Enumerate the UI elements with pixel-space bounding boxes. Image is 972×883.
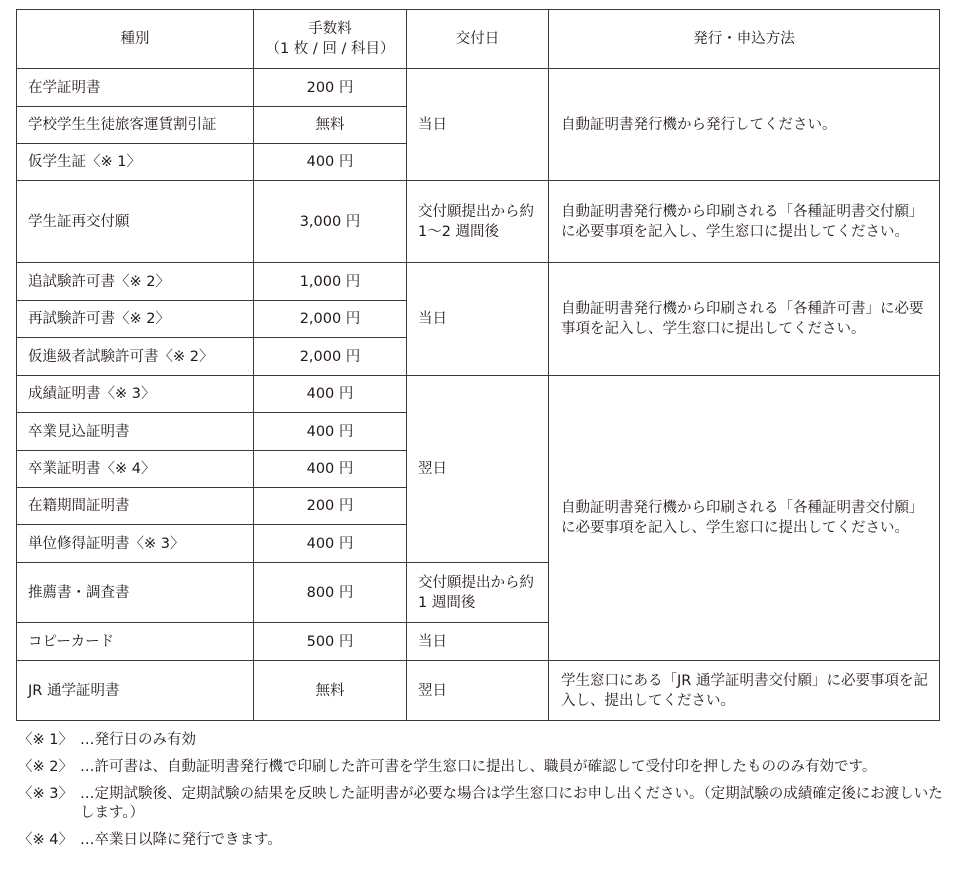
row-type: コピーカード [17, 623, 254, 661]
footnotes [18, 731, 948, 858]
delivery-cell: 交付願提出から約 1～2 週間後 [407, 181, 549, 263]
delivery-cell: 交付願提出から約 1 週間後 [407, 563, 549, 623]
method-cell: 自動証明書発行機から発行してください。 [549, 69, 940, 181]
row-type: 単位修得証明書〈※ 3〉 [17, 525, 254, 563]
footnote-text: …発行日のみ有効 [80, 732, 196, 748]
footnote-mark: 〈※ 3〉 [18, 786, 73, 802]
row-fee: 500 円 [254, 623, 407, 661]
header-method: 発行・申込方法 [549, 10, 940, 69]
delivery-cell: 当日 [407, 623, 549, 661]
row-type: 推薦書・調査書 [17, 563, 254, 623]
row-type: 成績証明書〈※ 3〉 [17, 376, 254, 413]
row-type: 追試験許可書〈※ 2〉 [17, 263, 254, 301]
delivery-cell: 翌日 [407, 661, 549, 721]
row-fee: 800 円 [254, 563, 407, 623]
footnote-mark: 〈※ 4〉 [18, 832, 73, 848]
footnote [18, 731, 948, 750]
row-type: 在籍期間証明書 [17, 488, 254, 525]
row-fee: 400 円 [254, 413, 407, 451]
row-type: 学校学生生徒旅客運賃割引証 [17, 107, 254, 144]
fee-table [16, 9, 940, 721]
row-fee: 400 円 [254, 525, 407, 563]
method-cell: 自動証明書発行機から印刷される「各種許可書」に必要事項を記入し、学生窓口に提出してください。 [549, 263, 940, 376]
row-fee: 2,000 円 [254, 338, 407, 376]
footnote-text: …定期試験後、定期試験の結果を反映した証明書が必要な場合は学生窓口にお申し出ください。（定期試験の成績確定後にお渡しいたします。） [80, 786, 943, 821]
row-type: 卒業見込証明書 [17, 413, 254, 451]
row-fee: 200 円 [254, 69, 407, 107]
row-fee: 1,000 円 [254, 263, 407, 301]
header-type: 種別 [17, 10, 254, 69]
footnote-text: …卒業日以降に発行できます。 [80, 832, 282, 848]
row-type: 在学証明書 [17, 69, 254, 107]
header-fee [254, 10, 407, 69]
method-cell: 自動証明書発行機から印刷される「各種証明書交付願」に必要事項を記入し、学生窓口に提出してください。 [549, 376, 940, 661]
footnote [18, 758, 948, 777]
method-cell: 学生窓口にある「JR 通学証明書交付願」に必要事項を記入し、提出してください。 [549, 661, 940, 721]
row-type: JR 通学証明書 [17, 661, 254, 721]
row-type: 仮進級者試験許可書〈※ 2〉 [17, 338, 254, 376]
footnote [18, 785, 948, 823]
footnote-text: …許可書は、自動証明書発行機で印刷した許可書を学生窓口に提出し、職員が確認して受付印を押したもののみ有効です。 [80, 759, 877, 775]
row-fee: 2,000 円 [254, 301, 407, 338]
row-type: 卒業証明書〈※ 4〉 [17, 451, 254, 488]
row-type: 学生証再交付願 [17, 181, 254, 263]
delivery-cell: 翌日 [407, 376, 549, 563]
row-fee: 無料 [254, 107, 407, 144]
header-fee-line1: 手数料 [308, 21, 352, 37]
footnote-mark: 〈※ 1〉 [18, 732, 73, 748]
row-fee: 400 円 [254, 376, 407, 413]
footnote [18, 831, 948, 850]
header-delivery: 交付日 [407, 10, 549, 69]
delivery-cell: 当日 [407, 69, 549, 181]
row-fee: 無料 [254, 661, 407, 721]
row-type: 再試験許可書〈※ 2〉 [17, 301, 254, 338]
header-fee-line2: （1 枚 / 回 / 科目） [265, 41, 395, 57]
row-fee: 3,000 円 [254, 181, 407, 263]
row-fee: 400 円 [254, 144, 407, 181]
method-cell: 自動証明書発行機から印刷される「各種証明書交付願」に必要事項を記入し、学生窓口に提出してください。 [549, 181, 940, 263]
row-fee: 400 円 [254, 451, 407, 488]
row-fee: 200 円 [254, 488, 407, 525]
footnote-mark: 〈※ 2〉 [18, 759, 73, 775]
row-type: 仮学生証〈※ 1〉 [17, 144, 254, 181]
delivery-cell: 当日 [407, 263, 549, 376]
